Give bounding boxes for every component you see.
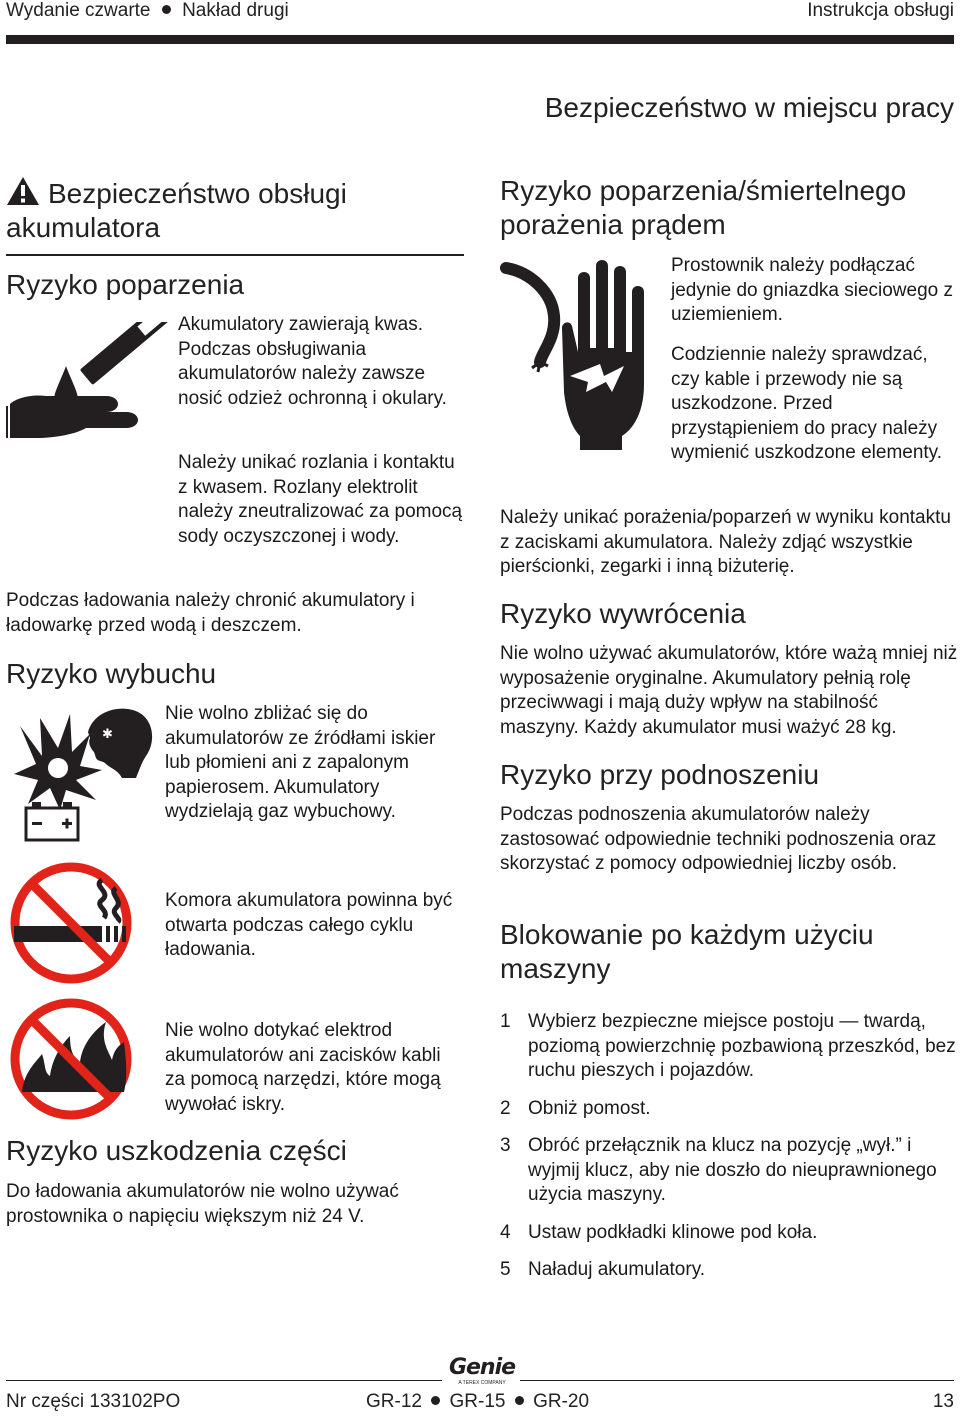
acid-hand-icon <box>6 322 168 440</box>
bullet-dot-icon <box>162 5 171 14</box>
explosion-icon <box>10 704 156 844</box>
footer-rule-right <box>520 1380 954 1381</box>
section-title: Bezpieczeństwo w miejscu pracy <box>544 92 954 123</box>
step-text: Obróć przełącznik na klucz na pozycję „wył.” i wyjmij klucz, aby nie doszło do nieuprawnionego użycia maszyny. <box>528 1135 937 1205</box>
lockout-steps <box>500 1010 958 1296</box>
tip-heading: Ryzyko wywrócenia <box>500 598 746 629</box>
battery-icon <box>26 802 78 840</box>
heading-rule <box>6 254 464 256</box>
tip-paragraph-1: Nie wolno używać akumulatorów, które ważą mniej niż wyposażenie oryginalne. Akumulatory pełnią rolę przeciwwagi i mają duży wpływ na stabilność maszyny. Każdy akumulator musi ważyć 28 kg. <box>500 643 958 738</box>
damage-paragraph-1: Do ładowania akumulatorów nie wolno używać prostownika o napięciu większym niż 24 V. <box>6 1181 399 1227</box>
step-number: 2 <box>500 1097 511 1119</box>
step-number: 5 <box>500 1259 511 1280</box>
step-text: Naładuj akumulatory. <box>528 1259 706 1280</box>
no-flame-icon <box>8 996 134 1122</box>
header-left <box>6 0 289 22</box>
main-heading-block <box>6 176 466 245</box>
header-print: Nakład drugi <box>182 0 289 21</box>
header-right: Instrukcja obsługi <box>807 0 954 21</box>
header-rule <box>6 35 954 44</box>
bullet-dot-icon <box>515 1396 524 1405</box>
model-label: GR-12 <box>366 1391 422 1412</box>
list-item <box>500 1221 958 1246</box>
genie-logo <box>446 1356 518 1386</box>
damage-heading: Ryzyko uszkodzenia części <box>6 1135 347 1166</box>
burn-heading: Ryzyko poparzenia <box>6 269 245 300</box>
shock-heading: Ryzyko poparzenia/śmiertelnego porażenia prądem <box>500 175 907 240</box>
bullet-dot-icon <box>431 1396 440 1405</box>
explosion-paragraph-3: Nie wolno dotykać elektrod akumulatorów ani zacisków kabli za pomocą narzędzi, które mogą wywołać iskry. <box>165 1020 441 1115</box>
shock-paragraph-2: Codziennie należy sprawdzać, czy kable i przewody nie są uszkodzone. Przed przystąpieniem do pracy należy wymienić uszkodzone elementy. <box>671 344 943 463</box>
burn-paragraph-2: Należy unikać rozlania i kontaktu z kwasem. Rozlany elektrolit należy zneutralizować za pomocą sody oczyszczonej i wody. <box>178 452 463 547</box>
step-text: Wybierz bezpieczne miejsce postoju — twardą, poziomą powierzchnię pozbawioną przeszkód, bez ruchu pieszych i pojazdów. <box>528 1011 956 1081</box>
lockout-heading: Blokowanie po każdym użyciu maszyny <box>500 919 874 984</box>
step-number: 4 <box>500 1221 511 1243</box>
step-number: 1 <box>500 1011 511 1032</box>
step-number: 3 <box>500 1135 511 1156</box>
explosion-battery-group <box>10 704 156 844</box>
step-text: Obniż pomost. <box>528 1097 651 1119</box>
model-label: GR-20 <box>533 1391 590 1412</box>
burn-paragraph-1: Akumulatory zawierają kwas. Podczas obsługiwania akumulatorów należy zawsze nosić odzież ochronną i okulary. <box>178 314 447 409</box>
shock-paragraph-1: Prostownik należy podłączać jedynie do gniazdka sieciowego z uziemieniem. <box>671 255 954 325</box>
explosion-heading: Ryzyko wybuchu <box>6 658 217 689</box>
list-item <box>500 1258 958 1283</box>
no-smoking-icon <box>8 860 134 986</box>
logo-wordmark: Genie <box>448 1355 516 1380</box>
footer-rule-left <box>6 1380 442 1381</box>
footer-part-number: Nr części 133102PO <box>6 1391 181 1412</box>
header-edition: Wydanie czwarte <box>6 0 151 21</box>
footer-page-number: 13 <box>932 1391 954 1412</box>
footer-models <box>366 1391 589 1413</box>
svg-text:✱: ✱ <box>102 726 113 741</box>
list-item <box>500 1010 958 1084</box>
main-heading: Bezpieczeństwo obsługi akumulatora <box>6 178 347 243</box>
model-label: GR-15 <box>449 1391 506 1412</box>
explosion-paragraph-1: Nie wolno zbliżać się do akumulatorów ze źródłami iskier lub płomieni ani z zapalonym papierosem. Akumulatory wydzielają gaz wybuchowy. <box>165 703 436 822</box>
shock-paragraph-3: Należy unikać porażenia/poparzeń w wyniku kontaktu z zaciskami akumulatora. Należy zdjąć wszystkie pierścionki, zegarki i inną biżuterię. <box>500 507 951 577</box>
burn-paragraph-3: Podczas ładowania należy chronić akumulatory i ładowarkę przed wodą i deszczem. <box>6 590 415 636</box>
electric-shock-hand-icon <box>500 252 660 452</box>
logo-subtitle: A TEREX COMPANY <box>458 1380 506 1386</box>
warning-triangle-icon <box>6 176 40 206</box>
lift-heading: Ryzyko przy podnoszeniu <box>500 759 820 790</box>
explosion-paragraph-2: Komora akumulatora powinna być otwarta podczas całego cyklu ładowania. <box>165 890 453 960</box>
lift-paragraph-1: Podczas podnoszenia akumulatorów należy zastosować odpowiednie techniki podnoszenia oraz skorzystać z pomocy odpowiedniej liczby osób. <box>500 804 937 874</box>
step-text: Ustaw podkładki klinowe pod koła. <box>528 1221 818 1243</box>
list-item <box>500 1134 958 1208</box>
list-item <box>500 1097 958 1122</box>
